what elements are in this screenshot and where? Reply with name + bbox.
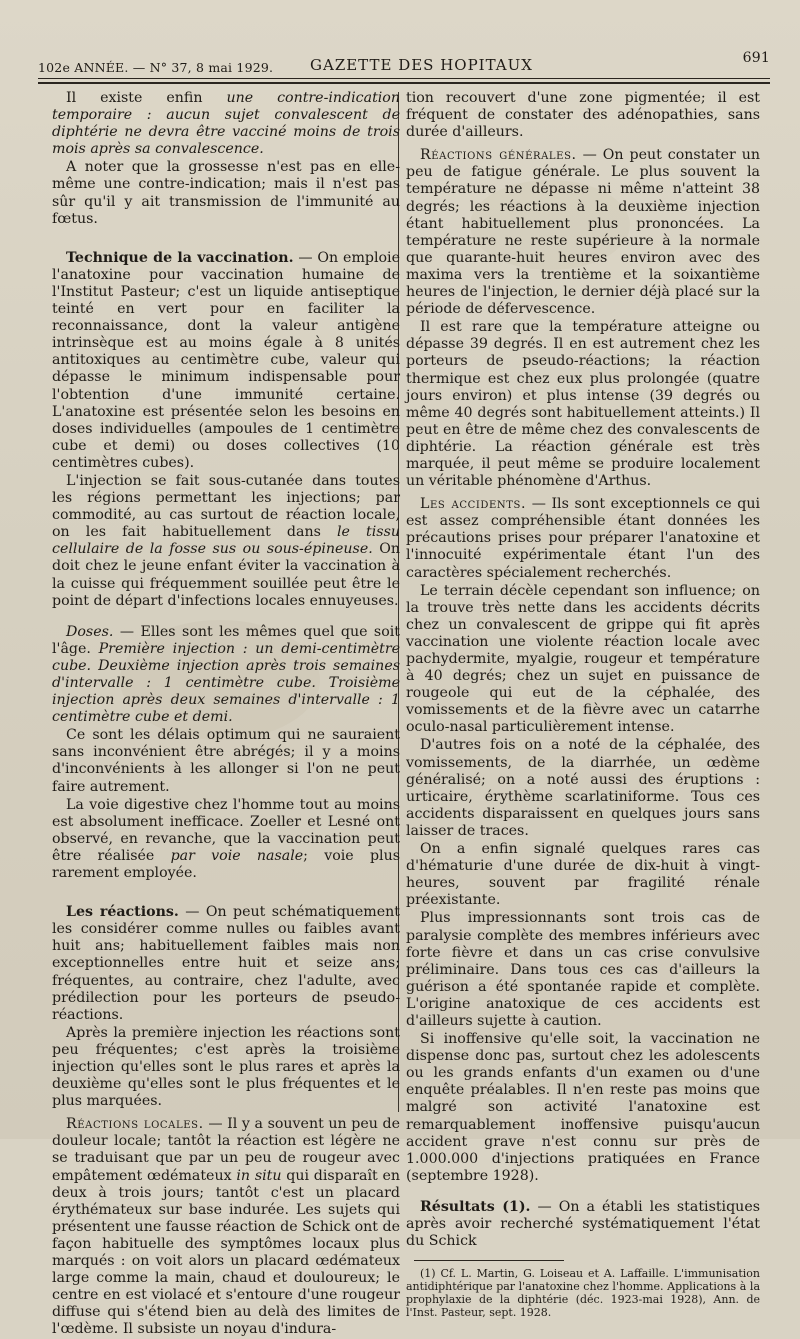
footnote: (1) Cf. L. Martin, G. Loiseau et A. Laffaille. L'immunisation antidiphtérique par l'anatoxine chez l'homme. Applications à la prophylaxie de la diphtérie (déc. 1923-mai 1928), Ann. de l'Inst. Pasteur, sept. 1928. <box>406 1267 760 1320</box>
paragraph: Doses. — Elles sont les mêmes quel que soit l'âge. Première injection : un demi-centimètre cube. Deuxième injection après trois semaines d'intervalle : 1 centimètre cube. Troisième injection après deux semaines d'intervalle : 1 centimètre cube et demi. <box>52 623 400 726</box>
section-heading: Résultats (1). <box>420 1198 531 1215</box>
paragraph: Il existe enfin une contre-indication temporaire : aucun sujet convalescent de diphtérie ne devra être vacciné moins de trois mois après sa convalescence. <box>52 90 400 158</box>
section-heading: Les réactions. <box>66 904 179 921</box>
section-heading: Réactions générales. <box>420 147 577 164</box>
footnote-rule <box>414 1260 564 1261</box>
paragraph: tion recouvert d'une zone pigmentée; il est fréquent de constater des adénopathies, sans durée d'ailleurs. <box>406 90 760 141</box>
left-column <box>52 90 400 1339</box>
paragraph: On a enfin signalé quelques rares cas d'hématurie d'une durée de dix-huit à vingt-heures, souvent par fragilité rénale préexistante. <box>406 841 760 909</box>
right-column <box>406 90 760 1320</box>
paragraph: Résultats (1). — On a établi les statistiques après avoir recherché systématiquement l'état du Schick <box>406 1198 760 1250</box>
paragraph: L'injection se fait sous-cutanée dans toutes les régions permettant les injections; par commodité, au cas surtout de réaction locale, on les fait habituellement dans le tissu cellulaire de la fosse sus ou sous-épineuse. On doit chez le jeune enfant éviter la vaccination à la cuisse qui fréquemment souillée peut être le point de départ d'infections locales ennuyeuses. <box>52 472 400 609</box>
paragraph: La voie digestive chez l'homme tout au moins est absolument inefficace. Zoeller et Lesné ont observé, en revanche, que la vaccination peut être réalisée par voie nasale; voie plus rarement employée. <box>52 796 400 882</box>
paragraph: Le terrain décèle cependant son influence; on la trouve très nette dans les accidents décrits chez un convalescent de grippe qui fit après vaccination une violente réaction locale avec pachydermite, myalgie, rougeur et température à 40 degrés; chez un sujet en puissance de rougeole qui eut de la céphalée, des vomissements et de la fièvre avec un catarrhe oculo-nasal particulièrement intense. <box>406 582 760 736</box>
paragraph: Ce sont les délais optimum qui ne sauraient sans inconvénient être abrégés; il y a moins d'inconvénients à les allonger si l'on ne peut faire autrement. <box>52 727 400 795</box>
section-heading: Les accidents. <box>420 496 527 513</box>
section-heading: Doses. <box>66 623 114 640</box>
paragraph: A noter que la grossesse n'est pas en elle-même une contre-indication; mais il n'est pas sûr qu'il y ait transmission de l'immunité au fœtus. <box>52 159 400 227</box>
paragraph: Plus impressionnants sont trois cas de paralysie complète des membres inférieurs avec forte fièvre et dans un cas crise convulsive préliminaire. Dans tous ces cas d'ailleurs la guérison a été spontanée rapide et complète. L'origine anatoxique de ces accidents est d'ailleurs sujette à caution. <box>406 910 760 1029</box>
page-number: 691 <box>742 50 770 66</box>
paragraph: D'autres fois on a noté de la céphalée, des vomissements, de la diarrhée, un œdème généralisé; on a noté aussi des éruptions : urticaire, érythème scarlatiniforme. Tous ces accidents disparaissent en quelques jours sans laisser de traces. <box>406 737 760 839</box>
section-heading: Technique de la vaccination. <box>66 249 294 266</box>
header-rule <box>38 78 770 79</box>
paragraph: Après la première injection les réactions sont peu fréquentes; c'est après la troisième injection qu'elles sont le plus rares et après la deuxième qu'elles sont le plus fréquentes et le plus marquées. <box>52 1024 400 1110</box>
paragraph: Il est rare que la température atteigne ou dépasse 39 degrés. Il en est autrement chez les porteurs de pseudo-réactions; la réaction thermique est chez eux plus prolongée (quatre jours environ) et plus intense (39 degrés ou même 40 degrés sont habituellement atteints.) Il peut en être de même chez des convalescents de diphtérie. La réaction générale est très marquée, il peut même se produire localement un véritable phénomène d'Arthus. <box>406 319 760 490</box>
paragraph: Les réactions. — On peut schématiquement les considérer comme nulles ou faibles avant huit ans; habituellement faibles mais non exceptionnelles entre huit et seize ans; fréquentes, au contraire, chez l'adulte, avec prédilection pour les porteurs de pseudo-réactions. <box>52 904 400 1023</box>
section-heading: Réactions locales. <box>66 1116 204 1133</box>
journal-title: GAZETTE DES HOPITAUX <box>310 56 533 74</box>
paragraph: Réactions locales. — Il y a souvent un peu de douleur locale; tantôt la réaction est légère ne se traduisant que par un peu de rougeur avec empâtement œdémateux in situ qui disparaît en deux à trois jours; tantôt c'est un placard érythémateux sur base indurée. Les sujets qui présentent une fausse réaction de Schick ont de façon habituelle des symptômes locaux plus marqués : on voit alors un placard œdémateux large comme la main, chaud et douloureux; le centre en est violacé et s'entoure d'une rougeur diffuse qui s'étend bien au delà des limites de l'œdème. Il subsiste un noyau d'indura- <box>52 1116 400 1338</box>
paragraph: Les accidents. — Ils sont exceptionnels ce qui est assez compréhensible étant données les précautions prises pour préparer l'anatoxine et l'innocuité expérimentale étant l'un des caractères spécialement recherchés. <box>406 496 760 581</box>
paragraph: Technique de la vaccination. — On emploie l'anatoxine pour vaccination humaine de l'Institut Pasteur; c'est un liquide antiseptique teinté en vert pour en faciliter la reconnaissance, dont la valeur antigène intrinsèque est au moins égale à 8 unités antitoxiques au centimètre cube, valeur qui dépasse le minimum indispensable pour l'obtention d'une immunité certaine. L'anatoxine est présentée selon les besoins en doses individuelles (ampoules de 1 centimètre cube et demi) ou doses collectives (10 centimètres cubes). <box>52 249 400 471</box>
page-header <box>38 50 770 76</box>
issue-info: 102e ANNÉE. — N° 37, 8 mai 1929. <box>38 60 274 75</box>
paragraph: Si inoffensive qu'elle soit, la vaccination ne dispense donc pas, surtout chez les adolescents ou les grands enfants d'un examen ou d'une enquête préalables. Il n'en reste pas moins que malgré son activité l'anatoxine est remarquablement inoffensive puisqu'aucun accident grave n'est connu sur près de 1.000.000 d'injections pratiquées en France (septembre 1928). <box>406 1031 760 1184</box>
header-rule-thick <box>38 82 770 84</box>
paragraph: Réactions générales. — On peut constater un peu de fatigue générale. Le plus souvent la température ne dépasse ni même n'atteint 38 degrés; les réactions à la deuxième injection étant habituellement plus prononcées. La température ne reste supérieure à la normale que quarante-huit heures environ avec des maxima vers la trentième et la soixantième heures de l'injection, le dernier déjà placé sur la période de défervescence. <box>406 147 760 318</box>
